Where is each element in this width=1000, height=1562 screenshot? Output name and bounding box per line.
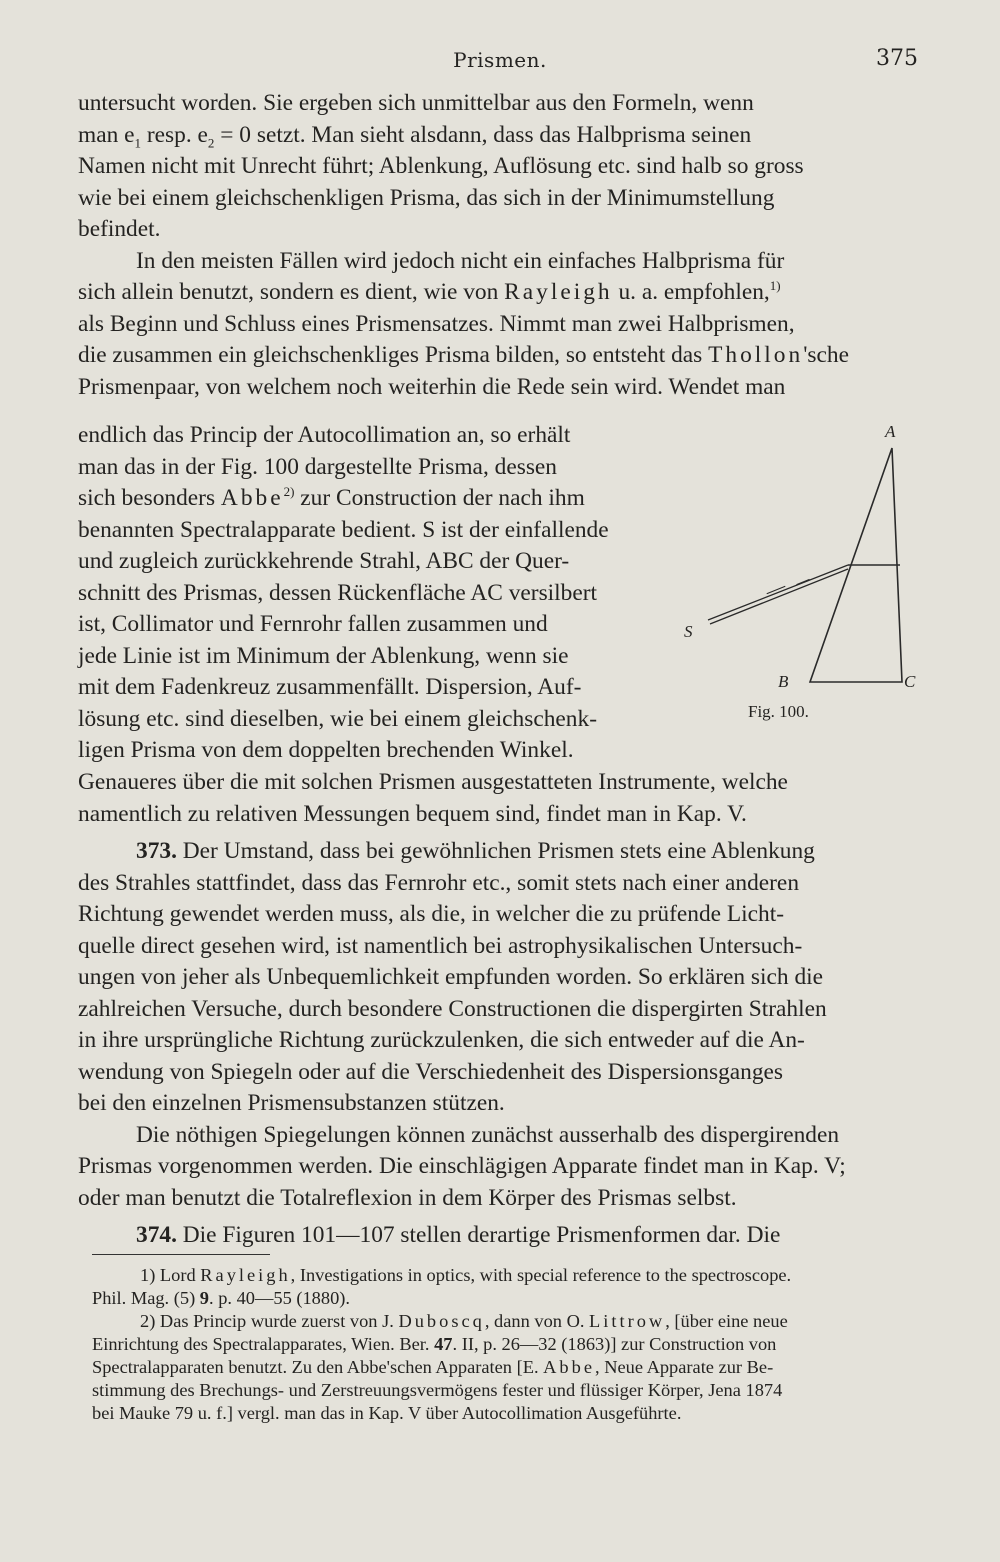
text-line: Prismenpaar, von welchem noch weiterhin die Rede sein wird. Wendet man xyxy=(78,373,786,400)
text-line: sich besonders Abbe$^{2)}$ zur Construction der nach ihm xyxy=(78,484,585,511)
text-line: quelle direct gesehen wird, ist namentlich bei astrophysikalischen Untersuch- xyxy=(78,932,803,959)
footnote-line: Phil. Mag. (5) 9. p. 40—55 (1880). xyxy=(92,1288,350,1308)
text-line: Prismas vorgenommen werden. Die einschlägigen Apparate findet man in Kap. V; xyxy=(78,1153,846,1179)
section-number: 373. xyxy=(136,838,177,864)
prism-diagram xyxy=(670,420,940,740)
incident-ray-lower xyxy=(710,569,848,624)
text-line: Genaueres über die mit solchen Prismen ausgestatteten Instrumente, welche xyxy=(78,769,788,795)
paragraph-intro xyxy=(78,88,923,403)
label-a: A xyxy=(885,422,896,441)
text-line: Namen nicht mit Unrecht führt; Ablenkung, Auflösung etc. sind halb so gross xyxy=(78,153,804,179)
text-line: ungen von jeher als Unbequemlichkeit empfunden worden. So erklären sich die xyxy=(78,964,824,990)
text-line: die zusammen ein gleichschenkliges Prisma bilden, so entsteht das Thollon'sche xyxy=(78,342,849,368)
ray-arrow-marks xyxy=(797,579,810,584)
text-line: Richtung gewendet werden muss, als die, in welcher die zu prüfende Licht- xyxy=(78,901,785,927)
text-line: Die nöthigen Spiegelungen können zunächst ausserhalb des dispergirenden xyxy=(136,1121,840,1148)
text-line: und zugleich zurückkehrende Strahl, ABC der Quer- xyxy=(78,548,570,574)
label-b: B xyxy=(778,672,789,691)
text-line: 374. Die Figuren 101—107 stellen derartige Prismenformen dar. Die xyxy=(136,1222,781,1248)
text-line: wendung von Spiegeln oder auf die Verschiedenheit des Dispersionsganges xyxy=(78,1058,784,1085)
text-line: lösung etc. sind dieselben, wie bei einem gleichschenk- xyxy=(78,705,597,732)
text-line: untersucht worden. Sie ergeben sich unmittelbar aus den Formeln, wenn xyxy=(78,90,754,116)
text-line: bei den einzelnen Prismensubstanzen stützen. xyxy=(78,1090,505,1116)
figure-caption: Fig. 100. xyxy=(748,702,809,721)
text-line: namentlich zu relativen Messungen bequem sind, findet man in Kap. V. xyxy=(78,800,747,827)
text-line: mit dem Fadenkreuz zusammenfällt. Dispersion, Auf- xyxy=(78,674,582,700)
text-line: in ihre ursprüngliche Richtung zurückzulenken, die sich entweder auf die An- xyxy=(78,1027,805,1053)
footnote-line: stimmung des Brechungs- und Zerstreuungsvermögens fester und flüssiger Körper, Jena 1874 xyxy=(92,1380,783,1400)
text-line: benannten Spectralapparate bedient. S ist der einfallende xyxy=(78,516,609,543)
footnote-line: Einrichtung des Spectralapparates, Wien. Ber. 47. II, p. 26—32 (1863)] zur Construction von xyxy=(92,1334,777,1354)
footnote-ref: 1) xyxy=(769,278,781,294)
text-line: schnitt des Prismas, dessen Rückenfläche AC versilbert xyxy=(78,579,598,606)
text-line: ligen Prisma von dem doppelten brechenden Winkel. xyxy=(78,737,574,763)
footnotes xyxy=(92,1264,937,1425)
text-line: oder man benutzt die Totalreflexion in dem Körper des Prismas selbst. xyxy=(78,1184,737,1211)
text-line: ist, Collimator und Fernrohr fallen zusammen und xyxy=(78,611,548,637)
author-name: Thollon xyxy=(708,342,804,368)
text-line: man $e_1$ resp. $e_2 = 0$ setzt. Man sieht alsdann, dass das Halbprisma seinen xyxy=(78,121,752,151)
paragraph-main xyxy=(78,767,923,1252)
text-line: jede Linie ist im Minimum der Ablenkung, wenn sie xyxy=(78,642,569,669)
running-header xyxy=(80,48,920,72)
label-c: C xyxy=(904,672,916,691)
footnote-line: 1) Lord Rayleigh, Investigations in optics, with special reference to the spectroscope. xyxy=(140,1265,792,1285)
footnote-ref: 2) xyxy=(283,484,295,500)
incident-ray-upper xyxy=(708,565,848,620)
running-title: Prismen. xyxy=(453,48,547,72)
page-number: 375 xyxy=(876,46,918,71)
text-line: endlich das Princip der Autocollimation an, so erhält xyxy=(78,422,571,448)
text-line: als Beginn und Schluss eines Prismensatzes. Nimmt man zwei Halbprismen, xyxy=(78,310,795,337)
paragraph-narrow xyxy=(78,420,668,767)
text-line: sich allein benutzt, sondern es dient, wie von Rayleigh u. a. empfohlen,$^{1)}$ xyxy=(78,278,781,305)
author-name: Rayleigh xyxy=(504,279,613,305)
text-line: zahlreichen Versuche, durch besondere Constructionen die dispergirten Strahlen xyxy=(78,995,827,1022)
footnote-line: 2) Das Princip wurde zuerst von J. Duboscq, dann von O. Littrow, [über eine neue xyxy=(140,1311,788,1331)
figure-100 xyxy=(670,420,940,740)
text-line: In den meisten Fällen wird jedoch nicht ein einfaches Halbprisma für xyxy=(136,247,785,274)
footnote-line: Spectralapparaten benutzt. Zu den Abbe'schen Apparaten [E. Abbe, Neue Apparate zur Be- xyxy=(92,1357,774,1377)
footnote-divider xyxy=(92,1254,270,1255)
text-line: wie bei einem gleichschenkligen Prisma, das sich in der Minimumstellung xyxy=(78,184,775,211)
label-s: S xyxy=(684,622,693,641)
author-name: Abbe xyxy=(220,485,284,511)
text-line: befindet. xyxy=(78,216,161,242)
footnote-line: bei Mauke 79 u. f.] vergl. man das in Kap. V über Autocollimation Ausgeführte. xyxy=(92,1403,682,1423)
section-number: 374. xyxy=(136,1222,177,1248)
text-line: des Strahles stattfindet, dass das Fernrohr etc., somit stets nach einer anderen xyxy=(78,869,800,896)
text-line: 373. Der Umstand, dass bei gewöhnlichen Prismen stets eine Ablenkung xyxy=(136,838,815,864)
text-line: man das in der Fig. 100 dargestellte Prisma, dessen xyxy=(78,453,557,480)
